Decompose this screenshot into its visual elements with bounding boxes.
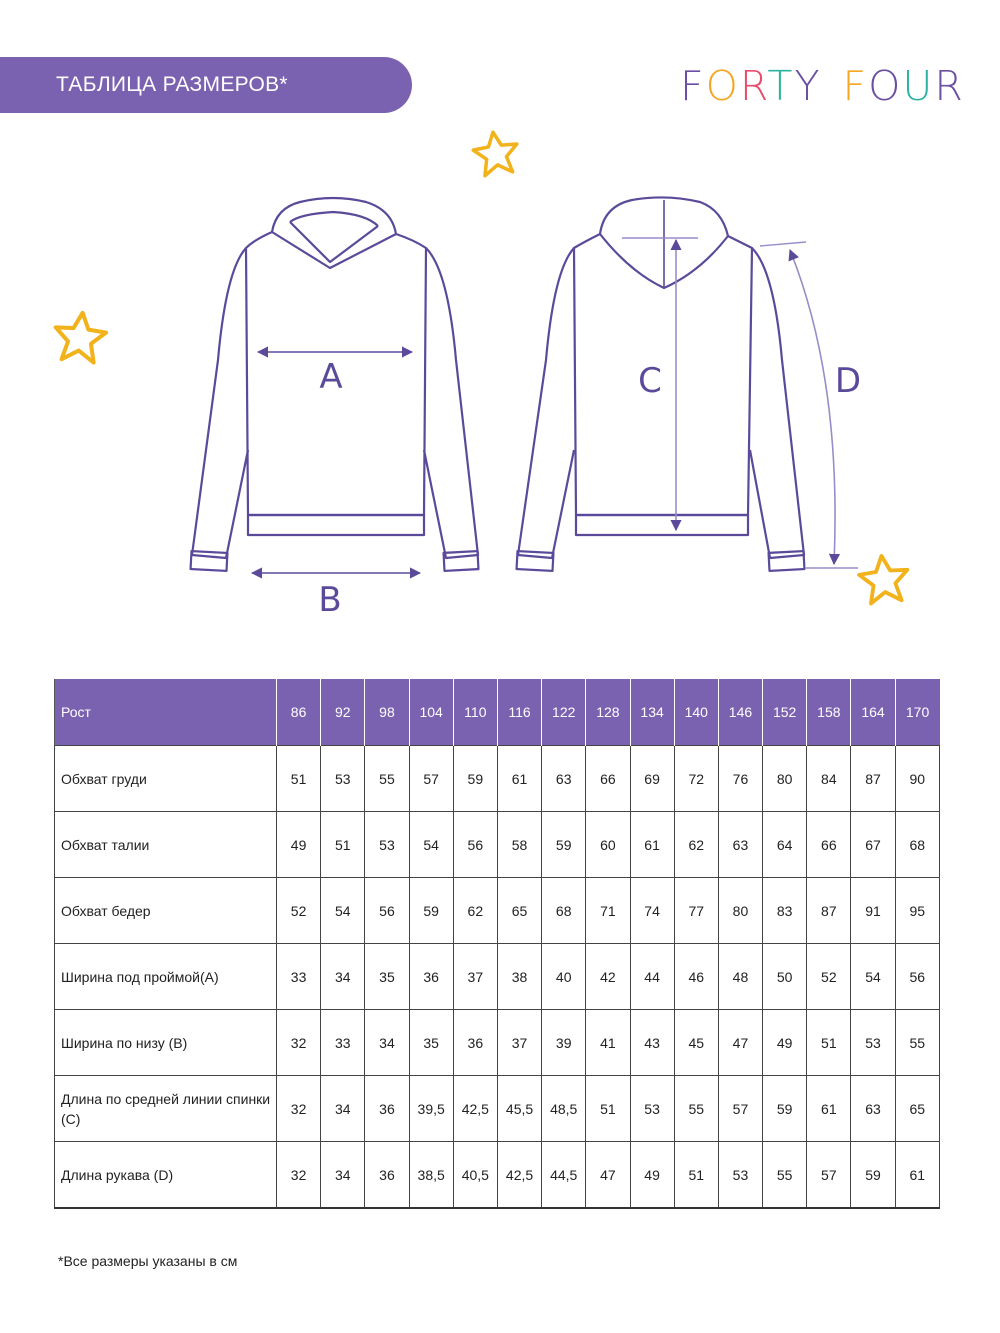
table-cell: 53 bbox=[321, 746, 365, 812]
table-cell: 35 bbox=[365, 944, 409, 1010]
hoodie-diagram bbox=[0, 120, 1000, 660]
table-cell: 57 bbox=[718, 1076, 762, 1142]
table-cell: 34 bbox=[365, 1010, 409, 1076]
table-cell: 71 bbox=[586, 878, 630, 944]
table-cell: 55 bbox=[763, 1142, 807, 1209]
table-cell: 54 bbox=[321, 878, 365, 944]
brand-letter: U bbox=[902, 62, 935, 110]
label-b: B bbox=[318, 580, 342, 620]
label-a: A bbox=[319, 357, 343, 397]
table-cell: 36 bbox=[365, 1142, 409, 1209]
table-cell: 42 bbox=[586, 944, 630, 1010]
table-cell: 59 bbox=[542, 812, 586, 878]
label-d: D bbox=[834, 361, 862, 401]
table-cell: 46 bbox=[674, 944, 718, 1010]
size-header: 110 bbox=[453, 679, 497, 746]
table-cell: 40 bbox=[542, 944, 586, 1010]
size-header: 98 bbox=[365, 679, 409, 746]
table-cell: 67 bbox=[851, 812, 895, 878]
table-cell: 36 bbox=[365, 1076, 409, 1142]
table-cell: 33 bbox=[277, 944, 321, 1010]
table-cell: 90 bbox=[895, 746, 939, 812]
table-cell: 65 bbox=[895, 1076, 939, 1142]
brand-letter: R bbox=[934, 62, 965, 110]
table-cell: 42,5 bbox=[497, 1142, 541, 1209]
table-cell: 42,5 bbox=[453, 1076, 497, 1142]
table-cell: 32 bbox=[277, 1076, 321, 1142]
table-cell: 57 bbox=[409, 746, 453, 812]
size-header: 128 bbox=[586, 679, 630, 746]
table-cell: 52 bbox=[277, 878, 321, 944]
table-cell: 69 bbox=[630, 746, 674, 812]
table-cell: 50 bbox=[763, 944, 807, 1010]
arrow-d bbox=[790, 250, 835, 564]
table-cell: 33 bbox=[321, 1010, 365, 1076]
row-label: Длина рукава (D) bbox=[55, 1142, 277, 1209]
table-row bbox=[55, 878, 940, 944]
table-cell: 37 bbox=[497, 1010, 541, 1076]
size-header: 122 bbox=[542, 679, 586, 746]
size-table bbox=[54, 679, 940, 1209]
row-label: Обхват талии bbox=[55, 812, 277, 878]
table-cell: 56 bbox=[895, 944, 939, 1010]
header-label: Рост bbox=[55, 679, 277, 746]
table-cell: 84 bbox=[807, 746, 851, 812]
table-cell: 87 bbox=[807, 878, 851, 944]
table-cell: 53 bbox=[365, 812, 409, 878]
table-cell: 61 bbox=[807, 1076, 851, 1142]
title-banner bbox=[0, 57, 412, 113]
table-cell: 76 bbox=[718, 746, 762, 812]
row-label: Обхват бедер bbox=[55, 878, 277, 944]
page-title: ТАБЛИЦА РАЗМЕРОВ* bbox=[56, 73, 288, 96]
table-cell: 54 bbox=[851, 944, 895, 1010]
star-icon bbox=[52, 310, 107, 363]
brand-logo bbox=[680, 62, 965, 110]
size-header: 146 bbox=[718, 679, 762, 746]
table-cell: 74 bbox=[630, 878, 674, 944]
table-cell: 55 bbox=[674, 1076, 718, 1142]
table-cell: 44 bbox=[630, 944, 674, 1010]
table-cell: 51 bbox=[277, 746, 321, 812]
table-cell: 59 bbox=[409, 878, 453, 944]
table-cell: 56 bbox=[365, 878, 409, 944]
brand-letter: T bbox=[767, 62, 795, 110]
table-header-row bbox=[55, 679, 940, 746]
brand-letter bbox=[821, 62, 836, 110]
table-cell: 68 bbox=[895, 812, 939, 878]
table-cell: 51 bbox=[807, 1010, 851, 1076]
table-cell: 45,5 bbox=[497, 1076, 541, 1142]
row-label: Обхват груди bbox=[55, 746, 277, 812]
table-cell: 35 bbox=[409, 1010, 453, 1076]
label-c: C bbox=[638, 361, 662, 401]
table-cell: 72 bbox=[674, 746, 718, 812]
table-cell: 41 bbox=[586, 1010, 630, 1076]
size-header: 134 bbox=[630, 679, 674, 746]
table-cell: 61 bbox=[895, 1142, 939, 1209]
table-cell: 38,5 bbox=[409, 1142, 453, 1209]
table-cell: 53 bbox=[851, 1010, 895, 1076]
table-cell: 54 bbox=[409, 812, 453, 878]
table-cell: 66 bbox=[586, 746, 630, 812]
table-cell: 34 bbox=[321, 944, 365, 1010]
table-cell: 49 bbox=[763, 1010, 807, 1076]
table-cell: 51 bbox=[321, 812, 365, 878]
table-cell: 32 bbox=[277, 1142, 321, 1209]
table-cell: 59 bbox=[763, 1076, 807, 1142]
table-cell: 52 bbox=[807, 944, 851, 1010]
table-cell: 59 bbox=[851, 1142, 895, 1209]
table-cell: 51 bbox=[674, 1142, 718, 1209]
table-cell: 55 bbox=[895, 1010, 939, 1076]
table-cell: 68 bbox=[542, 878, 586, 944]
table-cell: 87 bbox=[851, 746, 895, 812]
table-cell: 38 bbox=[497, 944, 541, 1010]
row-label: Ширина под проймой(A) bbox=[55, 944, 277, 1010]
table-cell: 66 bbox=[807, 812, 851, 878]
footnote: *Все размеры указаны в см bbox=[58, 1253, 238, 1269]
brand-letter: O bbox=[868, 62, 903, 110]
table-row bbox=[55, 944, 940, 1010]
table-row bbox=[55, 812, 940, 878]
table-cell: 49 bbox=[630, 1142, 674, 1209]
table-cell: 34 bbox=[321, 1142, 365, 1209]
size-header: 164 bbox=[851, 679, 895, 746]
brand-letter: R bbox=[739, 62, 768, 110]
table-cell: 61 bbox=[630, 812, 674, 878]
size-header: 170 bbox=[895, 679, 939, 746]
table-cell: 80 bbox=[718, 878, 762, 944]
table-cell: 65 bbox=[497, 878, 541, 944]
star-icon bbox=[471, 129, 520, 177]
table-cell: 91 bbox=[851, 878, 895, 944]
table-cell: 40,5 bbox=[453, 1142, 497, 1209]
table-cell: 39 bbox=[542, 1010, 586, 1076]
table-cell: 48 bbox=[718, 944, 762, 1010]
table-cell: 95 bbox=[895, 878, 939, 944]
table-cell: 37 bbox=[453, 944, 497, 1010]
table-cell: 53 bbox=[630, 1076, 674, 1142]
table-cell: 61 bbox=[497, 746, 541, 812]
table-cell: 63 bbox=[851, 1076, 895, 1142]
row-label: Длина по средней линии спинки (C) bbox=[55, 1076, 277, 1142]
size-header: 92 bbox=[321, 679, 365, 746]
table-cell: 83 bbox=[763, 878, 807, 944]
size-header: 104 bbox=[409, 679, 453, 746]
table-cell: 45 bbox=[674, 1010, 718, 1076]
size-header: 140 bbox=[674, 679, 718, 746]
table-cell: 47 bbox=[586, 1142, 630, 1209]
table-cell: 77 bbox=[674, 878, 718, 944]
star-icon bbox=[857, 553, 910, 604]
table-cell: 39,5 bbox=[409, 1076, 453, 1142]
row-label: Ширина по низу (B) bbox=[55, 1010, 277, 1076]
table-cell: 53 bbox=[718, 1142, 762, 1209]
table-cell: 43 bbox=[630, 1010, 674, 1076]
table-row bbox=[55, 1076, 940, 1142]
brand-letter: F bbox=[842, 62, 869, 110]
table-row bbox=[55, 746, 940, 812]
size-header: 116 bbox=[497, 679, 541, 746]
table-cell: 57 bbox=[807, 1142, 851, 1209]
table-row bbox=[55, 1142, 940, 1209]
table-cell: 56 bbox=[453, 812, 497, 878]
table-cell: 32 bbox=[277, 1010, 321, 1076]
table-cell: 51 bbox=[586, 1076, 630, 1142]
table-cell: 36 bbox=[453, 1010, 497, 1076]
table-cell: 47 bbox=[718, 1010, 762, 1076]
table-cell: 80 bbox=[763, 746, 807, 812]
table-cell: 48,5 bbox=[542, 1076, 586, 1142]
table-cell: 44,5 bbox=[542, 1142, 586, 1209]
size-header: 152 bbox=[763, 679, 807, 746]
table-cell: 63 bbox=[718, 812, 762, 878]
size-header: 158 bbox=[807, 679, 851, 746]
table-cell: 49 bbox=[277, 812, 321, 878]
table-cell: 36 bbox=[409, 944, 453, 1010]
table-cell: 59 bbox=[453, 746, 497, 812]
table-cell: 55 bbox=[365, 746, 409, 812]
table-cell: 60 bbox=[586, 812, 630, 878]
table-cell: 62 bbox=[453, 878, 497, 944]
brand-letter: O bbox=[705, 62, 740, 110]
brand-letter: Y bbox=[794, 62, 822, 110]
size-header: 86 bbox=[277, 679, 321, 746]
table-cell: 58 bbox=[497, 812, 541, 878]
table-cell: 64 bbox=[763, 812, 807, 878]
table-cell: 34 bbox=[321, 1076, 365, 1142]
brand-letter: F bbox=[680, 62, 706, 110]
table-row bbox=[55, 1010, 940, 1076]
table-cell: 62 bbox=[674, 812, 718, 878]
table-cell: 63 bbox=[542, 746, 586, 812]
